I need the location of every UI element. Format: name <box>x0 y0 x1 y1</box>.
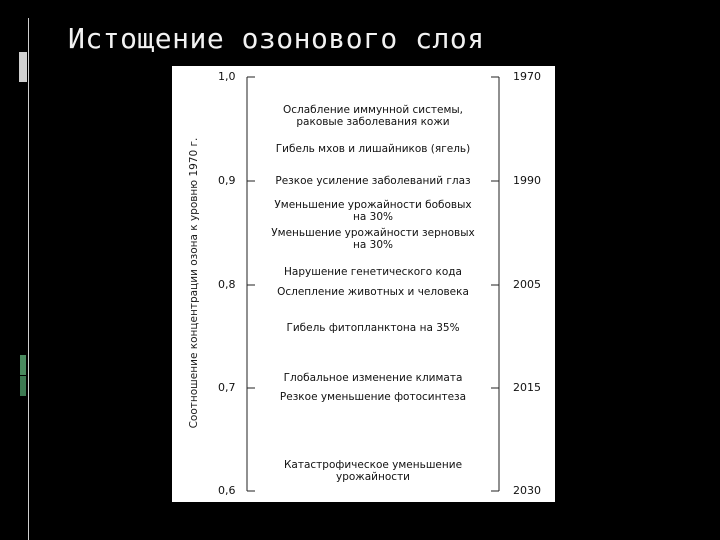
consequence-line: Ослабление иммунной системы, <box>282 104 463 116</box>
consequence-item <box>258 199 488 223</box>
left-tick-label: 0,9 <box>218 174 236 187</box>
right-tick-label: 2030 <box>513 484 541 497</box>
y-axis-label: Соотношение концентрации озона к уровню 1970 г. <box>188 137 200 429</box>
consequence-line: Уменьшение урожайности зерновых <box>271 227 475 239</box>
consequence-item <box>258 104 488 128</box>
consequence-line: Гибель фитопланктона на 35% <box>286 322 460 334</box>
consequence-item <box>258 227 488 251</box>
right-tick-label: 1970 <box>513 70 541 83</box>
right-tick-label: 2005 <box>513 278 541 291</box>
consequence-line: Резкое уменьшение фотосинтеза <box>279 391 467 403</box>
consequence-item <box>258 372 488 384</box>
left-tick-label: 0,8 <box>218 278 236 291</box>
consequence-line: Ослепление животных и человека <box>277 286 469 298</box>
right-tick-label: 1990 <box>513 174 541 187</box>
consequence-line: на 30% <box>353 239 393 251</box>
consequence-line: на 30% <box>353 211 393 223</box>
consequence-line: Катастрофическое уменьшение <box>283 459 463 471</box>
slide-decor-bar-green-1 <box>20 355 26 375</box>
slide-decor-bar-green-2 <box>20 376 26 396</box>
consequence-line: Гибель мхов и лишайников (ягель) <box>275 143 471 155</box>
consequence-line: Уменьшение урожайности бобовых <box>274 199 472 211</box>
slide-title: Истощение озонового слоя <box>68 22 485 55</box>
left-tick-label: 1,0 <box>218 70 236 83</box>
consequence-line: урожайности <box>335 471 411 483</box>
slide-top-decor-bar <box>19 52 27 82</box>
consequence-item <box>258 459 488 483</box>
consequence-item <box>258 391 488 403</box>
consequence-item <box>258 143 488 155</box>
consequence-item <box>258 175 488 187</box>
consequence-item <box>258 266 488 278</box>
consequence-item <box>258 322 488 334</box>
consequence-line: Нарушение генетического кода <box>284 266 462 278</box>
right-tick-label: 2015 <box>513 381 541 394</box>
consequence-line: раковые заболевания кожи <box>296 116 450 128</box>
slide-left-line <box>28 18 29 540</box>
consequence-line: Резкое усиление заболеваний глаз <box>275 175 471 187</box>
left-tick-label: 0,6 <box>218 484 236 497</box>
left-tick-label: 0,7 <box>218 381 236 394</box>
consequence-line: Глобальное изменение климата <box>283 372 463 384</box>
consequence-item <box>258 286 488 298</box>
